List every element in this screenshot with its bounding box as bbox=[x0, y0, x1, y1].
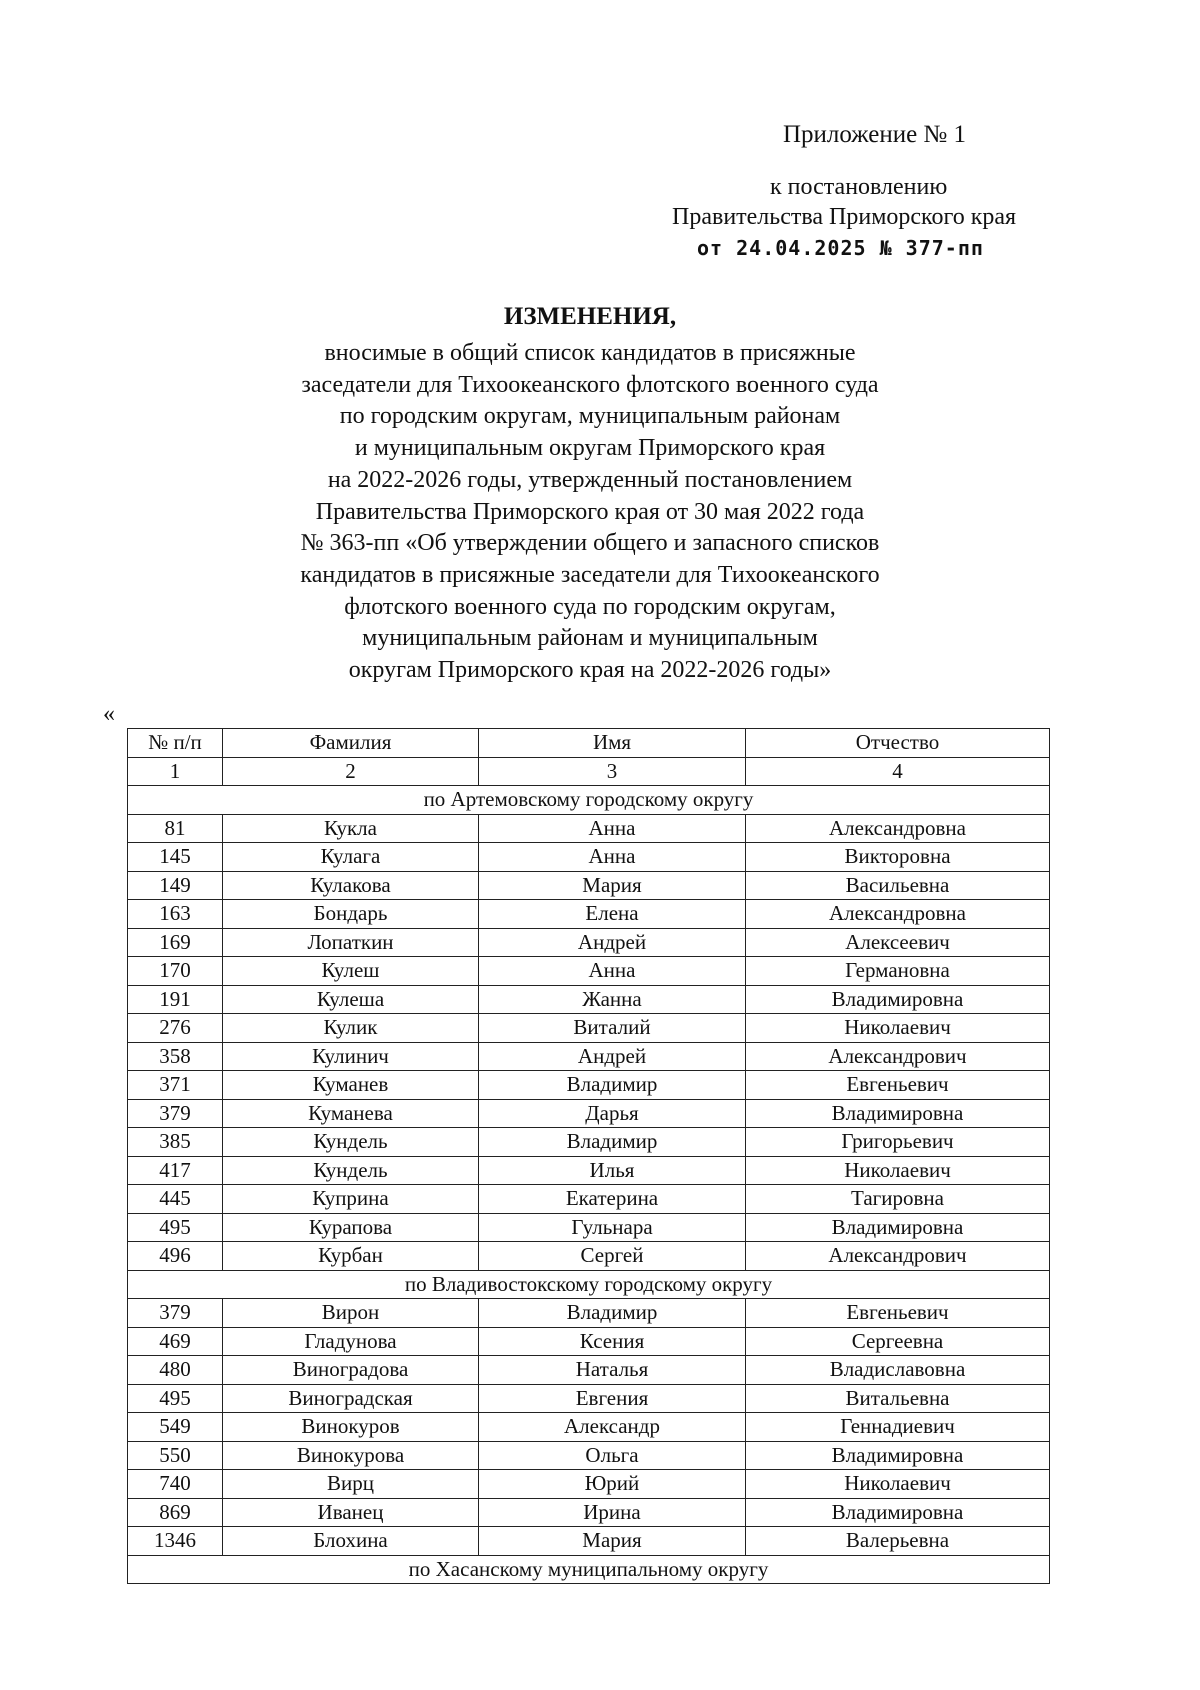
cell-last-name: Курбан bbox=[223, 1242, 479, 1271]
subheading-line: и муниципальным округам Приморского края bbox=[354, 435, 826, 462]
cell-first-name: Мария bbox=[479, 871, 746, 900]
table-row bbox=[128, 1327, 1050, 1356]
table-row bbox=[128, 1299, 1050, 1328]
cell-patronymic: Викторовна bbox=[746, 843, 1050, 872]
subheading-line: муниципальным районам и муниципальным bbox=[362, 625, 818, 652]
cell-last-name: Кулинич bbox=[223, 1042, 479, 1071]
cell-patronymic: Владимировна bbox=[746, 985, 1050, 1014]
cell-patronymic: Германовна bbox=[746, 957, 1050, 986]
cell-last-name: Кулеш bbox=[223, 957, 479, 986]
table-header-row bbox=[128, 729, 1050, 758]
cell-last-name: Винокурова bbox=[223, 1441, 479, 1470]
cell-number: 417 bbox=[128, 1156, 223, 1185]
subheading-line: Правительства Приморского края от 30 мая 2022 года bbox=[315, 498, 865, 525]
section-title: по Владивостокскому городскому округу bbox=[128, 1270, 1050, 1299]
cell-number: 81 bbox=[128, 814, 223, 843]
section-header-row bbox=[128, 786, 1050, 815]
table-row bbox=[128, 814, 1050, 843]
cell-last-name: Винокуров bbox=[223, 1413, 479, 1442]
column-header-last-name: Фамилия bbox=[223, 729, 479, 758]
cell-last-name: Кулик bbox=[223, 1014, 479, 1043]
cell-patronymic: Александровна bbox=[746, 814, 1050, 843]
document-subheading bbox=[190, 338, 990, 687]
cell-patronymic: Сергеевна bbox=[746, 1327, 1050, 1356]
cell-number: 496 bbox=[128, 1242, 223, 1271]
column-header-first-name: Имя bbox=[479, 729, 746, 758]
cell-first-name: Екатерина bbox=[479, 1185, 746, 1214]
table-row bbox=[128, 1014, 1050, 1043]
cell-patronymic: Евгеньевич bbox=[746, 1071, 1050, 1100]
table-row bbox=[128, 1185, 1050, 1214]
cell-first-name: Владимир bbox=[479, 1128, 746, 1157]
subheading-line: вносимые в общий список кандидатов в присяжные bbox=[324, 340, 856, 366]
cell-last-name: Куманева bbox=[223, 1099, 479, 1128]
table-row bbox=[128, 1441, 1050, 1470]
cell-first-name: Сергей bbox=[479, 1242, 746, 1271]
cell-patronymic: Владиславовна bbox=[746, 1356, 1050, 1385]
cell-number: 163 bbox=[128, 900, 223, 929]
opening-quote-mark: « bbox=[103, 701, 115, 727]
table-row bbox=[128, 1527, 1050, 1556]
table-row bbox=[128, 1498, 1050, 1527]
cell-last-name: Кулакова bbox=[223, 871, 479, 900]
cell-patronymic: Николаевич bbox=[746, 1014, 1050, 1043]
cell-patronymic: Владимировна bbox=[746, 1213, 1050, 1242]
column-header-number: № п/п bbox=[128, 729, 223, 758]
table-row bbox=[128, 1413, 1050, 1442]
subheading-line: № 363-пп «Об утверждении общего и запасного списков bbox=[300, 530, 880, 557]
cell-first-name: Ольга bbox=[479, 1441, 746, 1470]
table-row bbox=[128, 843, 1050, 872]
cell-last-name: Кундель bbox=[223, 1128, 479, 1157]
table-row bbox=[128, 1042, 1050, 1071]
document-heading: ИЗМЕНЕНИЯ, bbox=[503, 303, 677, 330]
cell-patronymic: Александрович bbox=[746, 1242, 1050, 1271]
column-number-row bbox=[128, 757, 1050, 786]
cell-number: 480 bbox=[128, 1356, 223, 1385]
table-row bbox=[128, 1470, 1050, 1499]
cell-number: 1346 bbox=[128, 1527, 223, 1556]
cell-first-name: Мария bbox=[479, 1527, 746, 1556]
subheading-line: округам Приморского края на 2022-2026 годы» bbox=[348, 657, 832, 684]
cell-last-name: Кулеша bbox=[223, 985, 479, 1014]
subheading-line: кандидатов в присяжные заседатели для Тихоокеанского bbox=[300, 561, 880, 588]
section-title: по Хасанскому муниципальному округу bbox=[128, 1555, 1050, 1584]
candidates-table bbox=[127, 728, 1050, 1584]
cell-first-name: Гульнара bbox=[479, 1213, 746, 1242]
cell-number: 740 bbox=[128, 1470, 223, 1499]
cell-last-name: Кукла bbox=[223, 814, 479, 843]
cell-last-name: Куприна bbox=[223, 1185, 479, 1214]
cell-first-name: Виталий bbox=[479, 1014, 746, 1043]
table-row bbox=[128, 985, 1050, 1014]
cell-number: 379 bbox=[128, 1099, 223, 1128]
cell-last-name: Вирц bbox=[223, 1470, 479, 1499]
section-header-row bbox=[128, 1270, 1050, 1299]
cell-number: 276 bbox=[128, 1014, 223, 1043]
cell-number: 495 bbox=[128, 1213, 223, 1242]
cell-patronymic: Николаевич bbox=[746, 1470, 1050, 1499]
cell-first-name: Александр bbox=[479, 1413, 746, 1442]
cell-number: 149 bbox=[128, 871, 223, 900]
cell-last-name: Виноградская bbox=[223, 1384, 479, 1413]
cell-patronymic: Тагировна bbox=[746, 1185, 1050, 1214]
cell-last-name: Куманев bbox=[223, 1071, 479, 1100]
cell-number: 385 bbox=[128, 1128, 223, 1157]
cell-first-name: Наталья bbox=[479, 1356, 746, 1385]
cell-first-name: Ирина bbox=[479, 1498, 746, 1527]
subheading-line: заседатели для Тихоокеанского флотского военного суда bbox=[301, 371, 879, 398]
appendix-date-stamp: от 24.04.2025 № 377-пп bbox=[697, 236, 984, 260]
appendix-title: Приложение № 1 bbox=[783, 121, 967, 148]
table-row bbox=[128, 1128, 1050, 1157]
cell-first-name: Илья bbox=[479, 1156, 746, 1185]
table-row bbox=[128, 1356, 1050, 1385]
cell-patronymic: Григорьевич bbox=[746, 1128, 1050, 1157]
cell-first-name: Анна bbox=[479, 843, 746, 872]
subheading-line: флотского военного суда по городским округам, bbox=[344, 593, 836, 620]
cell-first-name: Дарья bbox=[479, 1099, 746, 1128]
cell-patronymic: Витальевна bbox=[746, 1384, 1050, 1413]
cell-last-name: Лопаткин bbox=[223, 928, 479, 957]
appendix-government-label: Правительства Приморского края bbox=[672, 204, 1017, 230]
cell-first-name: Андрей bbox=[479, 928, 746, 957]
cell-number: 869 bbox=[128, 1498, 223, 1527]
cell-number: 469 bbox=[128, 1327, 223, 1356]
cell-patronymic: Геннадиевич bbox=[746, 1413, 1050, 1442]
cell-first-name: Владимир bbox=[479, 1071, 746, 1100]
cell-number: 445 bbox=[128, 1185, 223, 1214]
cell-patronymic: Владимировна bbox=[746, 1441, 1050, 1470]
appendix-to-label: к постановлению bbox=[770, 174, 948, 200]
cell-patronymic: Владимировна bbox=[746, 1099, 1050, 1128]
section-title: по Артемовскому городскому округу bbox=[128, 786, 1050, 815]
cell-first-name: Юрий bbox=[479, 1470, 746, 1499]
cell-last-name: Кулага bbox=[223, 843, 479, 872]
cell-patronymic: Алексеевич bbox=[746, 928, 1050, 957]
table-row bbox=[128, 1213, 1050, 1242]
cell-last-name: Вирон bbox=[223, 1299, 479, 1328]
cell-last-name: Виноградова bbox=[223, 1356, 479, 1385]
cell-patronymic: Васильевна bbox=[746, 871, 1050, 900]
cell-patronymic: Валерьевна bbox=[746, 1527, 1050, 1556]
subheading-line: на 2022-2026 годы, утвержденный постановлением bbox=[327, 466, 853, 493]
cell-last-name: Гладунова bbox=[223, 1327, 479, 1356]
cell-patronymic: Евгеньевич bbox=[746, 1299, 1050, 1328]
table-row bbox=[128, 928, 1050, 957]
section-header-row bbox=[128, 1555, 1050, 1584]
cell-number: 169 bbox=[128, 928, 223, 957]
column-header-patronymic: Отчество bbox=[746, 729, 1050, 758]
table-row bbox=[128, 957, 1050, 986]
cell-first-name: Владимир bbox=[479, 1299, 746, 1328]
subheading-line: по городским округам, муниципальным районам bbox=[339, 403, 841, 430]
column-number: 2 bbox=[223, 757, 479, 786]
cell-first-name: Ксения bbox=[479, 1327, 746, 1356]
cell-patronymic: Александровна bbox=[746, 900, 1050, 929]
cell-patronymic: Николаевич bbox=[746, 1156, 1050, 1185]
table-row bbox=[128, 900, 1050, 929]
table-body bbox=[128, 786, 1050, 1584]
cell-first-name: Андрей bbox=[479, 1042, 746, 1071]
table-row bbox=[128, 1242, 1050, 1271]
table-row bbox=[128, 871, 1050, 900]
table-row bbox=[128, 1099, 1050, 1128]
cell-number: 379 bbox=[128, 1299, 223, 1328]
cell-last-name: Блохина bbox=[223, 1527, 479, 1556]
cell-number: 495 bbox=[128, 1384, 223, 1413]
cell-number: 191 bbox=[128, 985, 223, 1014]
cell-number: 170 bbox=[128, 957, 223, 986]
cell-first-name: Жанна bbox=[479, 985, 746, 1014]
cell-number: 550 bbox=[128, 1441, 223, 1470]
cell-number: 145 bbox=[128, 843, 223, 872]
table-row bbox=[128, 1384, 1050, 1413]
column-number: 1 bbox=[128, 757, 223, 786]
cell-last-name: Иванец bbox=[223, 1498, 479, 1527]
column-number: 4 bbox=[746, 757, 1050, 786]
cell-first-name: Елена bbox=[479, 900, 746, 929]
cell-first-name: Анна bbox=[479, 957, 746, 986]
cell-number: 358 bbox=[128, 1042, 223, 1071]
column-number: 3 bbox=[479, 757, 746, 786]
cell-last-name: Кундель bbox=[223, 1156, 479, 1185]
table-row bbox=[128, 1071, 1050, 1100]
cell-last-name: Бондарь bbox=[223, 900, 479, 929]
cell-number: 371 bbox=[128, 1071, 223, 1100]
cell-number: 549 bbox=[128, 1413, 223, 1442]
table-row bbox=[128, 1156, 1050, 1185]
cell-first-name: Евгения bbox=[479, 1384, 746, 1413]
cell-patronymic: Владимировна bbox=[746, 1498, 1050, 1527]
cell-last-name: Курапова bbox=[223, 1213, 479, 1242]
cell-first-name: Анна bbox=[479, 814, 746, 843]
cell-patronymic: Александрович bbox=[746, 1042, 1050, 1071]
